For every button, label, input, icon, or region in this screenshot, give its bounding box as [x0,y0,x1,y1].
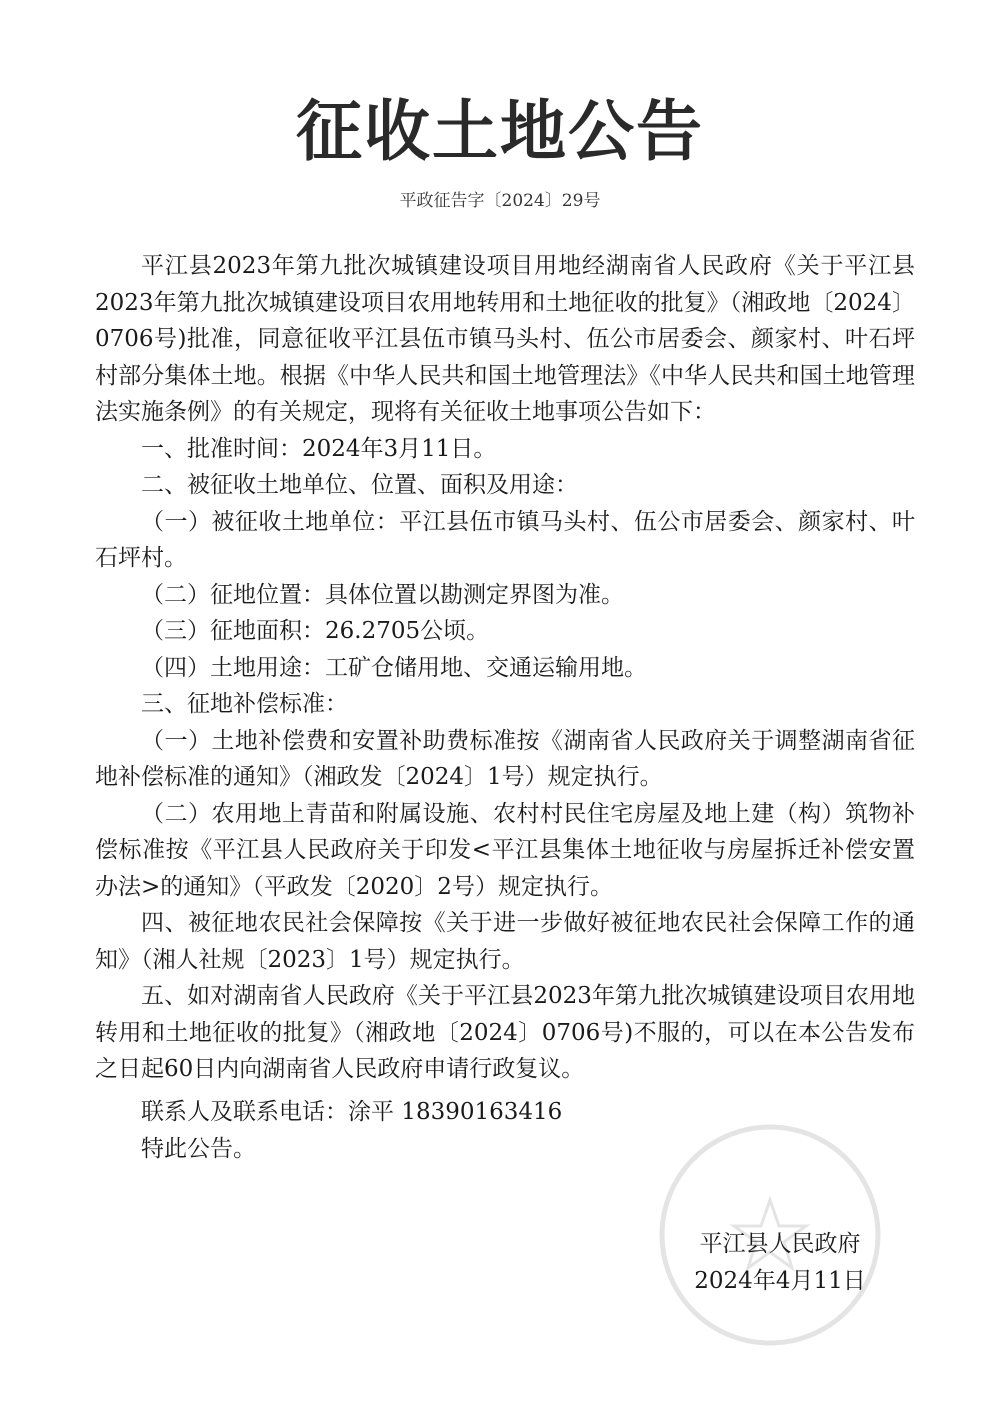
paragraph-location: （二）征地位置：具体位置以勘测定界图为准。 [141,581,624,608]
paragraph-land-units: （一）被征收土地单位：平江县伍市镇马头村、伍公市居委会、颜家村、叶石坪村。 [95,508,915,571]
paragraph-compensation-one: （一）土地补偿费和安置补助费标准按《湖南省人民政府关于调整湖南省征地补偿标准的通知》（湘政发〔2024〕1号）规定执行。 [95,727,915,790]
notice-title: 征收土地公告 [296,93,704,170]
closing-line: 特此公告。 [141,1136,256,1162]
paragraph-social-security: 四、被征地农民社会保障按《关于进一步做好被征地农民社会保障工作的通知》（湘人社规〔2023〕1号）规定执行。 [95,910,915,973]
paragraph-section-three: 三、征地补偿标准： [141,691,348,717]
document-number: 平政征告字〔2024〕29号 [399,191,601,211]
signature-org: 平江县人民政府 [699,1231,861,1257]
paragraph-compensation-two: （二）农用地上青苗和附属设施、农村村民住宅房屋及地上建（构）筑物补偿标准按《平江县人民政府关于印发<平江县集体土地征收与房屋拆迁补偿安置办法>的通知》（平政发〔2020〕2号）规定执行。 [95,800,915,900]
paragraph-appeal: 五、如对湖南省人民政府《关于平江县2023年第九批次城镇建设项目农用地转用和土地征收的批复》（湘政地〔2024〕0706号)不服的，可以在本公告发布之日起60日内向湖南省人民政府申请行政复议。 [95,983,915,1082]
paragraph-section-two: 二、被征收土地单位、位置、面积及用途： [141,472,578,498]
signature-date: 2024年4月11日 [694,1268,866,1294]
paragraph-approval-time: 一、批准时间：2024年3月11日。 [141,435,497,462]
paragraph-intro: 平江县2023年第九批次城镇建设项目用地经湖南省人民政府《关于平江县2023年第九批次城镇建设项目农用地转用和土地征收的批复》（湘政地〔2024〕0706号)批准，同意征收平江县伍市镇马头村、伍公市居委会、颜家村、叶石坪村部分集体土地。根据《中华人民共和国土地管理法》《中华人民共和国土地管理法实施条例》的有关规定，现将有关征收土地事项公告如下： [95,253,915,425]
paragraph-area: （三）征地面积：26.2705公顷。 [141,618,490,644]
paragraph-land-use: （四）土地用途：工矿仓储用地、交通运输用地。 [141,654,647,681]
notice-body [95,248,915,1088]
contact-line: 联系人及联系电话：涂平 18390163416 [141,1099,563,1125]
signature-block [660,1226,900,1300]
